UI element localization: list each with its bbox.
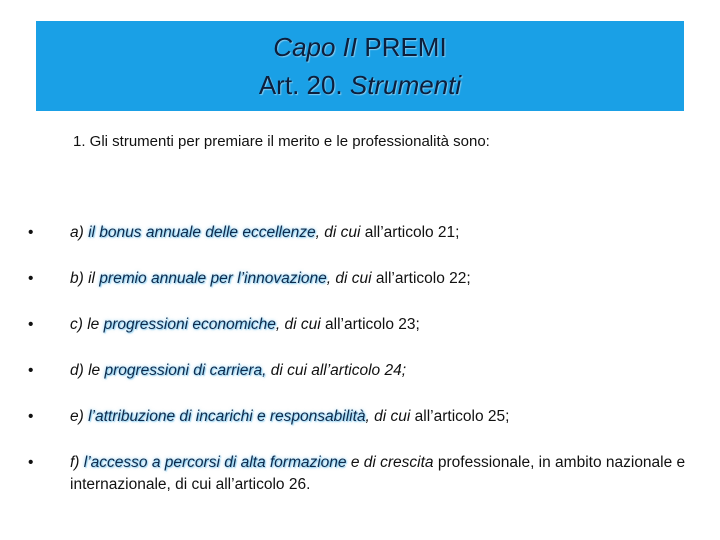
item-plain-after: all’articolo 22; xyxy=(371,270,471,287)
item-highlight: l’accesso a percorsi di alta formazione xyxy=(83,454,347,471)
title-line-1 xyxy=(36,28,684,66)
item-highlight: il bonus annuale delle eccellenze xyxy=(88,224,316,241)
title-chapter: Capo II xyxy=(273,32,358,62)
item-italic-after: , di cui xyxy=(275,316,321,333)
item-highlight: l’attribuzione di incarichi e responsabilità xyxy=(88,408,366,425)
item-prefix: a) xyxy=(70,224,89,241)
list-item xyxy=(28,406,688,428)
item-italic-after: , di cui xyxy=(365,408,411,425)
item-italic-after: , di cui xyxy=(315,224,361,241)
item-prefix: d) le xyxy=(70,362,105,379)
instruments-list xyxy=(28,222,688,520)
list-item xyxy=(28,268,688,290)
item-prefix: b) il xyxy=(70,270,100,287)
item-italic-after: e di crescita xyxy=(346,454,434,471)
list-item xyxy=(28,314,688,336)
bullet-icon: • xyxy=(28,224,34,241)
list-item xyxy=(28,222,688,244)
title-premi: PREMI xyxy=(357,32,447,62)
item-plain-after: professionale, in ambito nazionale e internazionale, di cui all’articolo 26. xyxy=(70,454,686,493)
intro-paragraph: 1. Gli strumenti per premiare il merito e le professionalità sono: xyxy=(73,133,490,150)
item-prefix: f) xyxy=(70,454,84,471)
bullet-icon: • xyxy=(28,454,34,471)
title-strumenti: Strumenti xyxy=(349,70,462,100)
bullet-icon: • xyxy=(28,362,34,379)
list-item xyxy=(28,452,688,496)
bullet-icon: • xyxy=(28,316,34,333)
item-italic-after: , di cui xyxy=(326,270,372,287)
item-plain-after: all’articolo 25; xyxy=(410,408,510,425)
item-prefix: c) le xyxy=(70,316,104,333)
item-italic-after: di cui all’articolo 24; xyxy=(266,362,407,379)
item-prefix: e) xyxy=(70,408,89,425)
list-item xyxy=(28,360,688,382)
item-highlight: progressioni di carriera, xyxy=(104,362,267,379)
item-highlight: premio annuale per l’innovazione xyxy=(99,270,327,287)
title-line-2 xyxy=(36,66,684,104)
bullet-icon: • xyxy=(28,408,34,425)
title-banner xyxy=(36,21,684,111)
item-highlight: progressioni economiche xyxy=(103,316,276,333)
item-plain-after: all’articolo 23; xyxy=(320,316,420,333)
item-plain-after: all’articolo 21; xyxy=(360,224,460,241)
bullet-icon: • xyxy=(28,270,34,287)
title-article: Art. 20. xyxy=(258,70,350,100)
